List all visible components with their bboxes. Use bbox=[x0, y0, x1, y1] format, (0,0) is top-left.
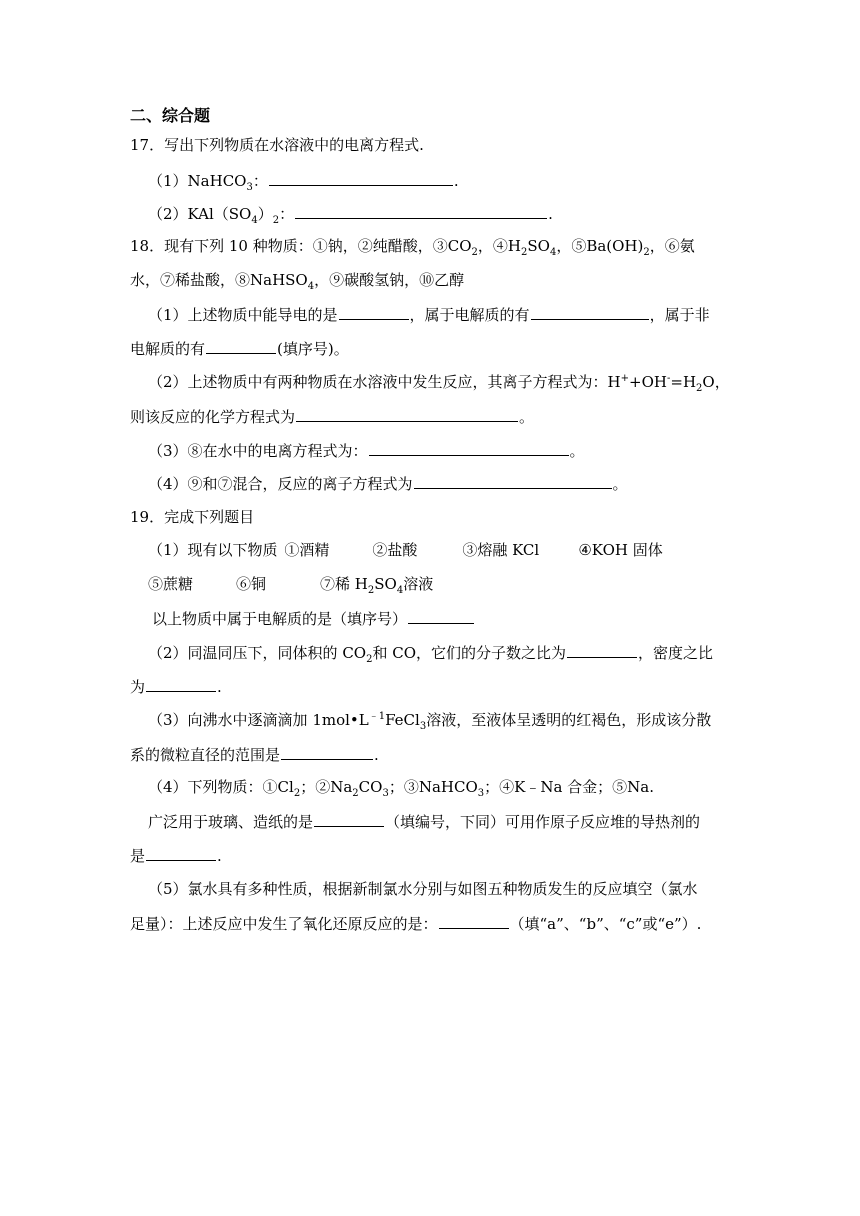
subscript: 4 bbox=[549, 247, 557, 258]
question-text: 水，⑦稀盐酸，⑧NaHSO bbox=[130, 271, 308, 289]
subscript: 2 bbox=[272, 215, 280, 226]
substance-item: ③熔融 KCl bbox=[462, 541, 540, 559]
question-text: . bbox=[374, 746, 379, 764]
question-18-part-1-cont bbox=[130, 338, 349, 359]
question-19-part-3-cont bbox=[130, 744, 379, 765]
superscript: + bbox=[620, 373, 630, 384]
part-label: （2）KAl（SO bbox=[148, 205, 252, 223]
question-text: （5）氯水具有多种性质，根据新制氯水分别与如图五种物质发生的反应填空（氯水 bbox=[148, 880, 698, 898]
question-19-part-4-cont bbox=[148, 811, 700, 832]
punctuation: . bbox=[453, 172, 459, 190]
answer-blank[interactable] bbox=[295, 203, 547, 219]
question-text: 和 CO，它们的分子数之比为 bbox=[372, 644, 567, 662]
question-text: ，⑥氨 bbox=[649, 237, 695, 255]
question-19-part-5 bbox=[148, 879, 698, 899]
question-text: 电解质的有 bbox=[130, 340, 206, 358]
question-text: （填编号，下同）可用作原子反应堆的导热剂的 bbox=[385, 813, 701, 831]
question-19-part-4 bbox=[148, 777, 654, 797]
question-18-part-2-cont bbox=[130, 406, 534, 427]
answer-blank[interactable] bbox=[146, 845, 216, 861]
question-text: （4）下列物质：①Cl bbox=[148, 778, 294, 796]
question-number: 17 bbox=[130, 136, 150, 154]
question-text: ，⑤Ba(OH) bbox=[556, 237, 644, 255]
answer-blank[interactable] bbox=[567, 642, 637, 658]
question-19-part-3 bbox=[148, 710, 711, 730]
question-19-part-4-cont2 bbox=[130, 845, 222, 866]
question-text: 为 bbox=[130, 678, 146, 696]
question-18-part-2 bbox=[148, 372, 730, 392]
substance-item: SO bbox=[374, 575, 397, 593]
substance-item: 溶液 bbox=[403, 575, 434, 593]
question-text: 。 bbox=[612, 475, 628, 493]
answer-blank[interactable] bbox=[269, 170, 453, 186]
subscript: 4 bbox=[396, 585, 404, 596]
answer-blank[interactable] bbox=[281, 744, 373, 760]
question-19-part-5-cont bbox=[130, 913, 701, 934]
question-text: ，密度之比 bbox=[638, 644, 714, 662]
question-text: +OH bbox=[629, 373, 667, 391]
substance-item: ⑤蔗糖 bbox=[148, 575, 194, 593]
question-text: . bbox=[217, 678, 222, 696]
question-text: O， bbox=[702, 373, 730, 391]
question-19-part-1 bbox=[148, 540, 663, 560]
answer-blank[interactable] bbox=[439, 913, 509, 929]
answer-blank[interactable] bbox=[206, 338, 276, 354]
question-18-part-1 bbox=[148, 304, 710, 325]
question-text: 是 bbox=[130, 847, 146, 865]
colon: ： bbox=[252, 172, 268, 190]
question-19-part-2 bbox=[148, 642, 713, 663]
answer-blank[interactable] bbox=[531, 304, 649, 320]
question-19-stem: 19．完成下列题目 bbox=[130, 508, 255, 526]
question-19-part-1-items bbox=[148, 574, 433, 594]
subscript: 3 bbox=[382, 788, 389, 799]
answer-blank[interactable] bbox=[146, 676, 216, 692]
superscript: ﹣1 bbox=[368, 711, 386, 722]
question-17-part-1 bbox=[148, 170, 459, 191]
question-text: ，属于非 bbox=[649, 306, 710, 324]
question-18-part-4 bbox=[148, 473, 628, 494]
question-text: FeCl bbox=[385, 711, 420, 729]
subscript: 2 bbox=[293, 788, 301, 799]
subscript: 2 bbox=[367, 585, 375, 596]
question-18-stem: 18．现有下列 10 种物质：①钠，②纯醋酸，$③CO_2$，$④H_2SO_4$，$⑤Ba(OH)_2$，⑥氨 bbox=[130, 237, 695, 258]
answer-blank[interactable] bbox=[414, 473, 612, 489]
question-text: （1）现有以下物质 bbox=[148, 541, 278, 559]
question-text: （3）⑧在水中的电离方程式为： bbox=[148, 442, 368, 460]
subscript: 3 bbox=[246, 182, 253, 193]
question-text: (填序号)。 bbox=[277, 340, 349, 358]
question-text: ，属于电解质的有 bbox=[409, 306, 530, 324]
question-text: ，④H bbox=[477, 237, 521, 255]
answer-blank[interactable] bbox=[408, 608, 474, 624]
section-title: 二、综合题 bbox=[130, 106, 211, 125]
question-text: （1）上述物质中能导电的是 bbox=[148, 306, 338, 324]
question-text: （填“a”、“b”、“c”或“e”）. bbox=[509, 915, 702, 933]
question-text: CO bbox=[358, 778, 383, 796]
question-text: =H bbox=[670, 373, 697, 391]
subscript: 2 bbox=[520, 247, 528, 258]
question-text: 系的微粒直径的范围是 bbox=[130, 746, 281, 764]
answer-blank[interactable] bbox=[369, 440, 569, 456]
question-17-stem: 17．写出下列物质在水溶液中的电离方程式. bbox=[130, 136, 424, 154]
question-text: 足量）：上述反应中发生了氧化还原反应的是： bbox=[130, 915, 438, 933]
question-number: 19 bbox=[130, 508, 150, 526]
question-text: 写出下列物质在水溶液中的电离方程式. bbox=[164, 136, 424, 154]
subscript: 3 bbox=[419, 721, 427, 732]
part-label: （1）NaHCO bbox=[148, 172, 247, 190]
question-text: ，⑨碳酸氢钠，⑩乙醇 bbox=[314, 271, 465, 289]
subscript: 3 bbox=[477, 788, 485, 799]
punctuation: . bbox=[548, 205, 553, 223]
question-text: 。 bbox=[569, 442, 585, 460]
question-text: 则该反应的化学方程式为 bbox=[130, 408, 296, 426]
question-text: 溶液，至液体呈透明的红褐色，形成该分散 bbox=[426, 711, 712, 729]
subscript: 2 bbox=[471, 247, 478, 258]
question-18-stem-cont bbox=[130, 270, 464, 290]
superscript: - bbox=[666, 373, 671, 384]
substance-item: ④KOH 固体 bbox=[578, 541, 663, 559]
question-text: （4）⑨和⑦混合，反应的离子方程式为 bbox=[148, 475, 413, 493]
answer-blank[interactable] bbox=[296, 406, 518, 422]
substance-item: ①酒精 bbox=[284, 541, 330, 559]
question-text: ；④K﹣Na 合金；⑤Na. bbox=[484, 778, 655, 796]
substance-item: ⑥铜 bbox=[236, 575, 267, 593]
subscript: 2 bbox=[696, 383, 703, 394]
question-text: 。 bbox=[519, 408, 535, 426]
subscript: 4 bbox=[307, 281, 315, 292]
question-17-part-2 bbox=[148, 203, 553, 224]
question-text: 完成下列题目 bbox=[164, 508, 255, 526]
subscript: 2 bbox=[352, 788, 359, 799]
question-text: （2）同温同压下，同体积的 CO bbox=[148, 644, 367, 662]
answer-blank[interactable] bbox=[314, 811, 384, 827]
substance-item: ②盐酸 bbox=[372, 541, 418, 559]
question-text: 以上物质中属于电解质的是（填序号） bbox=[152, 610, 408, 628]
question-19-part-2-cont bbox=[130, 676, 222, 697]
question-19-part-1-question bbox=[152, 608, 475, 629]
subscript: 4 bbox=[251, 215, 258, 226]
question-text: 广泛用于玻璃、造纸的是 bbox=[148, 813, 314, 831]
subscript: 2 bbox=[643, 247, 650, 258]
question-text: SO bbox=[527, 237, 550, 255]
question-number: 18 bbox=[130, 237, 150, 255]
paren: ） bbox=[257, 205, 273, 223]
substance-item: ⑦稀 H bbox=[320, 575, 368, 593]
question-18-part-3 bbox=[148, 440, 585, 461]
answer-blank[interactable] bbox=[339, 304, 409, 320]
colon: ： bbox=[279, 205, 295, 223]
question-text: ；③NaHCO bbox=[388, 778, 478, 796]
subscript: 2 bbox=[366, 654, 373, 665]
question-text: 现有下列 10 种物质：①钠，②纯醋酸，③CO bbox=[164, 237, 472, 255]
question-text: （2）上述物质中有两种物质在水溶液中发生反应，其离子方程式为：H bbox=[148, 373, 621, 391]
question-text: ；②Na bbox=[300, 778, 353, 796]
question-text: . bbox=[217, 847, 222, 865]
question-text: （3）向沸水中逐滴滴加 1mol•L bbox=[148, 711, 369, 729]
